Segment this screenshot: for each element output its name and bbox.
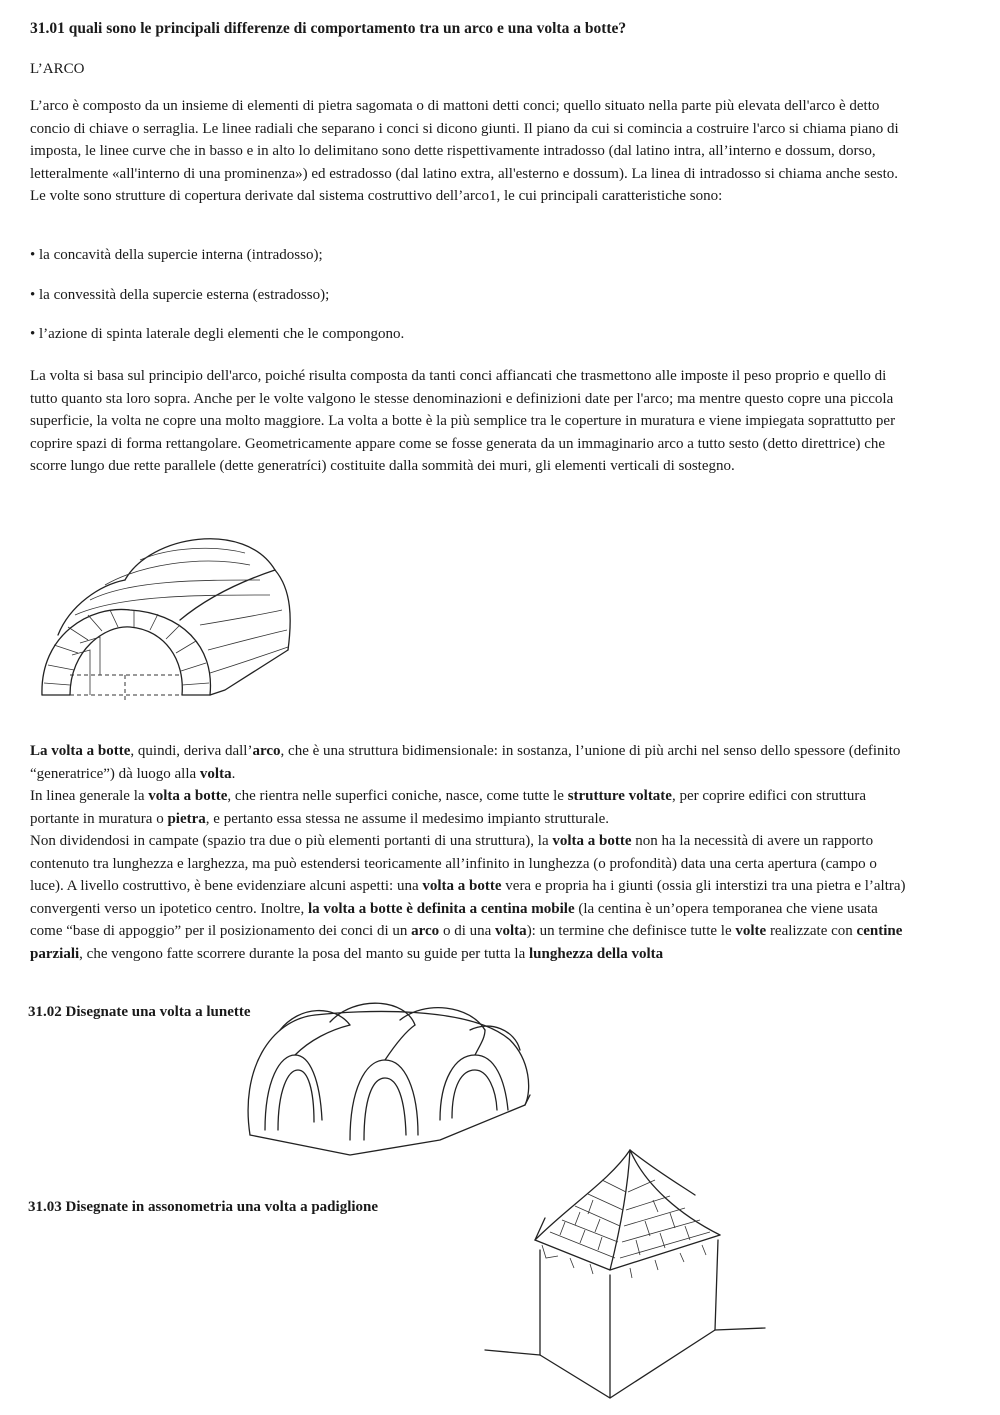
bold-term: centine parziali (30, 923, 903, 962)
volta-a-botte-paragraph: La volta a botte, quindi, deriva dall’arco, che è una struttura bidimensionale: in sostanza, l’unione di più archi nel senso dello spessore (definito “generatrice”) dà luogo alla volta. In linea generale la volta a botte, che rientra nelle superfici coniche, nasce, come tutte le strutture voltate, per coprire edifici con struttura portante in muratura o pietra, e pertanto essa stessa ne assume il medesimo impianto strutturale. Non dividendosi in campate (spazio tra due o più elementi portanti di una struttura), la volta a botte non ha la necessità di avere un rapporto contenuto tra lunghezza e larghezza, ma può estendersi teoricamente all’infinito in lunghezza (o profondità) data una certa apertura (campo o luce). A livello costruttivo, è bene evidenziare alcuni aspetti: una volta a botte vera e propria ha i giunti (ossia gli interstizi tra una pietra e l’altra) convergenti verso un ipotetico centro. Inoltre, la volta a botte è definita a centina mobile (la centina è un’opera temporanea che viene usata come “base di appoggio” per il posizionamento dei conci di un arco o di una volta): un termine che definisce tutte le volte realizzate con centine parziali, che vengono fatte scorrere durante la posa del manto su guide per tutta la lunghezza della volta (30, 743, 906, 962)
bullet-thrust: • l’azione di spinta laterale degli elementi che le compongono. (30, 326, 405, 342)
bold-term: volta (495, 923, 527, 939)
cloister-vault-drawing (480, 1140, 770, 1410)
bold-term: volta (199, 765, 232, 782)
bold-term: strutture voltate (567, 788, 672, 804)
barrel-vault-drawing (30, 525, 320, 710)
bold-term: pietra (167, 810, 206, 827)
bold-term: arco (252, 743, 281, 759)
bold-term: volte (735, 923, 767, 939)
bold-term: La volta a botte (30, 743, 131, 759)
bold-term: volta a botte (422, 878, 502, 894)
bullet-concavity: • la concavità della supercie interna (intradosso); (30, 247, 323, 263)
arco-heading: L’ARCO (30, 61, 85, 77)
lunette-vault-drawing (240, 1000, 540, 1160)
bold-term: volta a botte (148, 788, 228, 804)
arco-paragraph: L’arco è composto da un insieme di elementi di pietra sagomata o di mattoni detti conci; quello situato nella parte più elevata dell'arco è detto concio di chiave o serraglia. Le linee radiali che separano i conci si dicono giunti. Il piano da cui si comincia a costruire l'arco si chiama piano di imposta, le linee curve che in basso e in alto lo delimitano sono dette rispettivamente intradosso (dal latino intra, all’interno e dossum, dorso, letteralmente «all'interno di una prominenza») ed estradosso (dal latino extra, all'esterno e dossum). La linea di intradosso si chiama anche sesto. Le volte sono strutture di copertura derivate dal sistema costruttivo dell’arco1, le cui principali caratteristiche sono: (30, 98, 899, 204)
volta-paragraph: La volta si basa sul principio dell'arco, poiché risulta composta da tanti conci affiancati che trasmettono alle imposte il peso proprio e quello di tutto quanto sta loro sopra. Anche per le volte valgono le stesse denominazioni e definizioni date per l'arco; ma mentre questo copre una piccola superficie, la volta ne copre una molto maggiore. La volta a botte è la più semplice tra le coperture in muratura e viene impiegata soprattutto per coprire spazi di forma rettangolare. Geometricamente appare come se fosse generata da un immaginario arco a tutto sesto (detto direttrice) che scorre lungo due rette parallele (dette generatríci) costituite dalla sommità dei muri, gli elementi verticali di sostegno. (30, 368, 896, 474)
bullet-convexity: • la convessità della supercie esterna (estradosso); (30, 287, 330, 303)
question-31-02-title: 31.02 Disegnate una volta a lunette (28, 1004, 251, 1020)
bold-term: arco (411, 923, 440, 939)
bold-term: lunghezza della volta (529, 945, 664, 962)
question-31-01-title: 31.01 quali sono le principali differenze di comportamento tra un arco e una volta a botte? (30, 20, 627, 37)
bold-term: volta a botte (552, 833, 632, 849)
bold-term: la volta a botte è definita a centina mobile (307, 900, 575, 917)
question-31-03-title: 31.03 Disegnate in assonometria una volta a padiglione (28, 1199, 379, 1215)
